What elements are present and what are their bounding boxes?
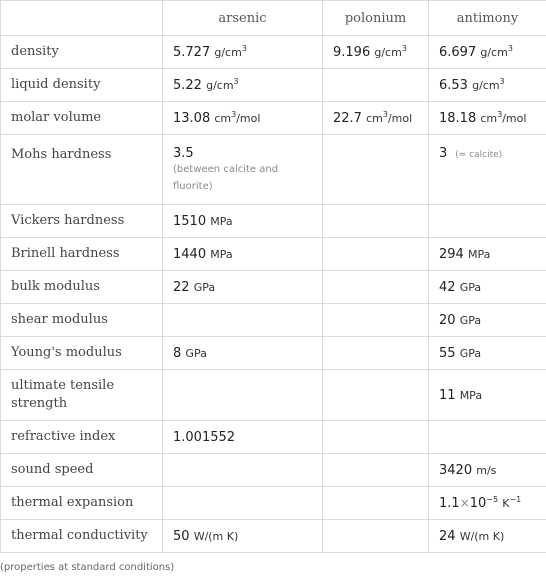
cell-value: 294 MPa	[429, 238, 546, 271]
cell-empty	[323, 370, 429, 421]
cell-value: 8 GPa	[163, 337, 323, 370]
cell-empty	[163, 370, 323, 421]
cell-value: 3.5 (between calcite and fluorite)	[163, 135, 323, 205]
table-row	[1, 271, 546, 304]
table-row	[1, 337, 546, 370]
cell-empty	[323, 271, 429, 304]
table-row	[1, 36, 546, 69]
cell-value: 13.08 $cm^3$/mol	[163, 102, 323, 135]
row-label: shear modulus	[1, 304, 163, 337]
table-row	[1, 370, 546, 421]
cell-value: 6.53 $g/cm^3$	[429, 69, 546, 102]
cell-value: 50 W/(m K)	[163, 520, 323, 553]
table-row	[1, 205, 546, 238]
cell-empty	[323, 205, 429, 238]
cell-value: 11 MPa	[429, 370, 546, 421]
cell-empty	[323, 69, 429, 102]
column-header-antimony: antimony	[429, 1, 546, 36]
header-row	[1, 1, 546, 36]
row-label: refractive index	[1, 421, 163, 454]
table-row	[1, 454, 546, 487]
cell-empty	[323, 487, 429, 520]
row-label: sound speed	[1, 454, 163, 487]
table-row	[1, 135, 546, 205]
cell-value: 1440 MPa	[163, 238, 323, 271]
table-row	[1, 238, 546, 271]
cell-value: 3420 m/s	[429, 454, 546, 487]
row-label: ultimate tensile strength	[1, 370, 163, 421]
cell-value: 22.7 $cm^3$/mol	[323, 102, 429, 135]
cell-value: 22 GPa	[163, 271, 323, 304]
row-label: thermal conductivity	[1, 520, 163, 553]
row-label: molar volume	[1, 102, 163, 135]
cell-value: 1.001552	[163, 421, 323, 454]
row-label: Young's modulus	[1, 337, 163, 370]
table-row	[1, 304, 546, 337]
cell-value: 55 GPa	[429, 337, 546, 370]
row-label: Mohs hardness	[1, 135, 163, 205]
cell-empty	[323, 337, 429, 370]
corner-cell	[1, 1, 163, 36]
cell-value: 20 GPa	[429, 304, 546, 337]
column-header-polonium: polonium	[323, 1, 429, 36]
cell-empty	[323, 421, 429, 454]
cell-empty	[323, 135, 429, 205]
column-header-arsenic: arsenic	[163, 1, 323, 36]
cell-empty	[323, 454, 429, 487]
cell-empty	[163, 487, 323, 520]
table-row	[1, 421, 546, 454]
cell-empty	[163, 304, 323, 337]
cell-value: $1.1\times 10^{-5}$ $K^{-1}$	[429, 487, 546, 520]
row-label: liquid density	[1, 69, 163, 102]
cell-empty	[323, 520, 429, 553]
cell-value: 18.18 $cm^3$/mol	[429, 102, 546, 135]
footnote: (properties at standard conditions)	[0, 562, 175, 573]
cell-empty	[429, 421, 546, 454]
cell-empty	[323, 238, 429, 271]
cell-empty	[323, 304, 429, 337]
cell-value: 5.22 $g/cm^3$	[163, 69, 323, 102]
table-row	[1, 69, 546, 102]
cell-note: (between calcite and fluorite)	[173, 164, 279, 192]
table-row	[1, 520, 546, 553]
table-row	[1, 102, 546, 135]
cell-empty	[163, 454, 323, 487]
cell-value: 42 GPa	[429, 271, 546, 304]
row-label: bulk modulus	[1, 271, 163, 304]
cell-value: 1510 MPa	[163, 205, 323, 238]
cell-value: 6.697 $g/cm^3$	[429, 36, 546, 69]
cell-value: 24 W/(m K)	[429, 520, 546, 553]
cell-value: 3 (≈ calcite)	[429, 135, 546, 205]
table-row	[1, 487, 546, 520]
cell-note: (≈ calcite)	[455, 150, 503, 160]
cell-value: 9.196 $g/cm^3$	[323, 36, 429, 69]
row-label: Brinell hardness	[1, 238, 163, 271]
cell-empty	[429, 205, 546, 238]
cell-value: 5.727 $g/cm^3$	[163, 36, 323, 69]
row-label: Vickers hardness	[1, 205, 163, 238]
row-label: density	[1, 36, 163, 69]
row-label: thermal expansion	[1, 487, 163, 520]
